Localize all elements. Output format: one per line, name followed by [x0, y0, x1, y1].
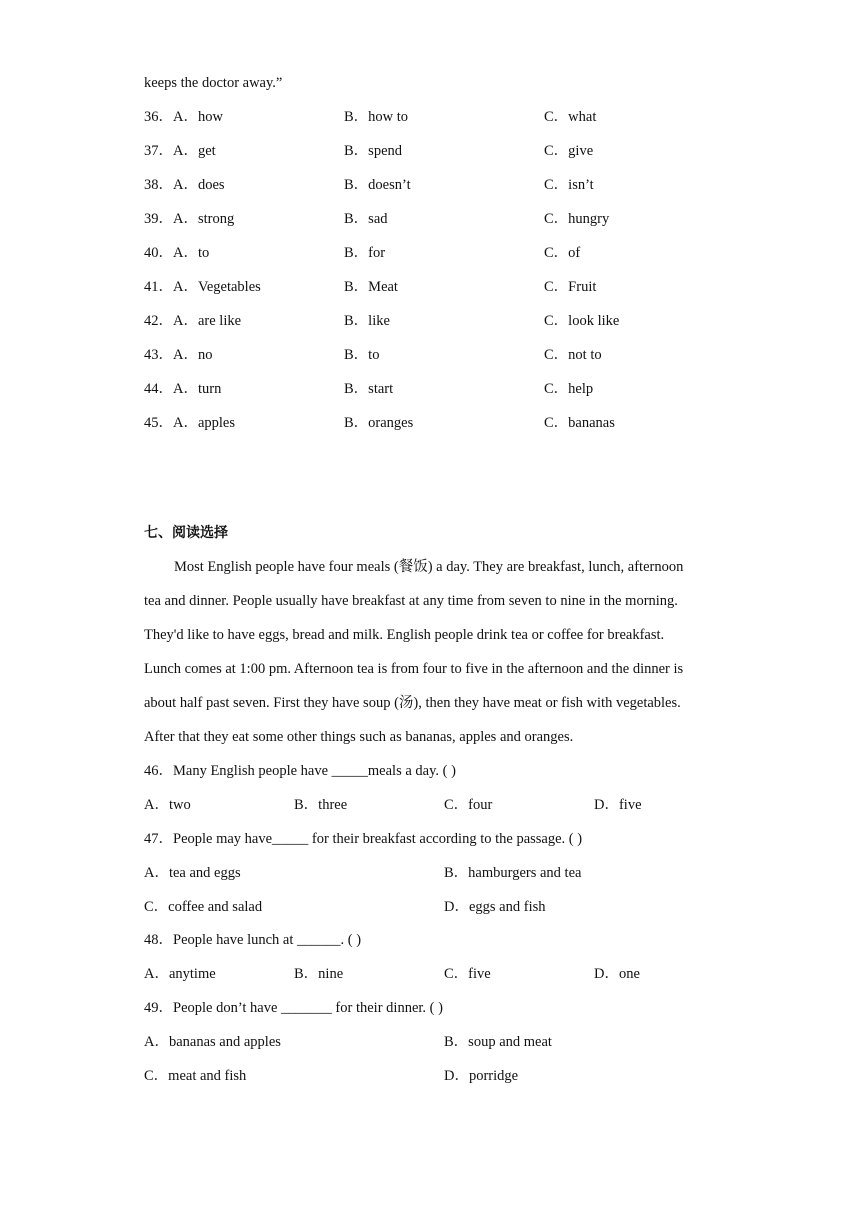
cloze-option-row-45	[144, 413, 744, 433]
cloze-option-row-37	[144, 141, 744, 161]
option-a: 43．A．no	[144, 347, 213, 363]
option-a: 40．A．to	[144, 245, 210, 261]
cloze-option-row-39	[144, 209, 744, 229]
question-47-options-row-1	[144, 863, 744, 883]
option-b: B．how to	[344, 109, 409, 125]
question-number: 45．	[144, 415, 173, 431]
option-d: D．one	[594, 966, 640, 982]
option-c: C．four	[444, 797, 493, 813]
option-c: C．of	[544, 245, 581, 261]
question-number: 37．	[144, 143, 173, 159]
passage-line: Lunch comes at 1:00 pm. Afternoon tea is from four to five in the afternoon and the dinner is	[144, 661, 684, 677]
option-a: A．two	[144, 797, 191, 813]
option-c: C．bananas	[544, 415, 615, 431]
cloze-option-row-41	[144, 277, 744, 297]
cloze-option-row-40	[144, 243, 744, 263]
cloze-option-row-43	[144, 345, 744, 365]
question-number: 36．	[144, 109, 173, 125]
option-c: C．coffee and salad	[144, 899, 263, 915]
section-heading: 七、阅读选择	[144, 525, 228, 541]
option-b: B．doesn’t	[344, 177, 411, 193]
option-c: C．five	[444, 966, 491, 982]
option-b: B．spend	[344, 143, 402, 159]
question-49-options-row-2	[144, 1066, 744, 1086]
question-number: 38．	[144, 177, 173, 193]
option-b: B．Meat	[344, 279, 398, 295]
question-47-stem: 47．People may have_____ for their breakfast according to the passage. ( )	[144, 831, 583, 847]
passage-line: about half past seven. First they have soup (汤), then they have meat or fish with vegetables.	[144, 695, 681, 711]
cloze-option-row-36	[144, 107, 744, 127]
question-number: 39．	[144, 211, 173, 227]
option-c: C．hungry	[544, 211, 610, 227]
passage-line: Most English people have four meals (餐饭) a day. They are breakfast, lunch, afternoon	[174, 559, 684, 575]
question-number: 40．	[144, 245, 173, 261]
question-47-options-row-2	[144, 897, 744, 917]
question-number: 42．	[144, 313, 173, 329]
option-c: C．isn’t	[544, 177, 594, 193]
option-b: B．oranges	[344, 415, 414, 431]
option-a: 37．A．get	[144, 143, 216, 159]
question-46-stem: 46．Many English people have _____meals a day. ( )	[144, 763, 456, 779]
option-a: 41．A．Vegetables	[144, 279, 261, 295]
option-b: B．to	[344, 347, 380, 363]
option-a: 42．A．are like	[144, 313, 242, 329]
cloze-option-row-44	[144, 379, 744, 399]
option-a: A．anytime	[144, 966, 216, 982]
option-c: C．not to	[544, 347, 602, 363]
option-b: B．soup and meat	[444, 1034, 552, 1050]
question-48-options	[144, 964, 744, 984]
option-a: 36．A．how	[144, 109, 223, 125]
option-b: B．three	[294, 797, 348, 813]
option-a: 45．A．apples	[144, 415, 236, 431]
option-a: A．bananas and apples	[144, 1034, 281, 1050]
passage-line: tea and dinner. People usually have breakfast at any time from seven to nine in the morning.	[144, 593, 678, 609]
option-b: B．like	[344, 313, 390, 329]
option-b: B．nine	[294, 966, 344, 982]
question-48-stem: 48．People have lunch at ______. ( )	[144, 932, 362, 948]
passage-tail-line: keeps the doctor away.”	[144, 75, 283, 91]
option-c: C．what	[544, 109, 597, 125]
passage-line: They'd like to have eggs, bread and milk. English people drink tea or coffee for breakfast.	[144, 627, 665, 643]
option-b: B．for	[344, 245, 386, 261]
question-number: 43．	[144, 347, 173, 363]
option-c: C．help	[544, 381, 594, 397]
question-46-options	[144, 795, 744, 815]
option-c: C．look like	[544, 313, 620, 329]
option-a: 39．A．strong	[144, 211, 235, 227]
option-a: 38．A．does	[144, 177, 225, 193]
question-number: 44．	[144, 381, 173, 397]
option-c: C．Fruit	[544, 279, 597, 295]
question-number: 41．	[144, 279, 173, 295]
cloze-option-row-42	[144, 311, 744, 331]
passage-line: After that they eat some other things such as bananas, apples and oranges.	[144, 729, 574, 745]
question-49-options-row-1	[144, 1032, 744, 1052]
option-a: A．tea and eggs	[144, 865, 241, 881]
option-b: B．hamburgers and tea	[444, 865, 582, 881]
option-a: 44．A．turn	[144, 381, 222, 397]
option-c: C．give	[544, 143, 594, 159]
question-49-stem: 49．People don’t have _______ for their dinner. ( )	[144, 1000, 443, 1016]
option-d: D．porridge	[444, 1068, 519, 1084]
option-b: B．start	[344, 381, 394, 397]
option-d: D．five	[594, 797, 642, 813]
option-d: D．eggs and fish	[444, 899, 546, 915]
cloze-option-row-38	[144, 175, 744, 195]
option-c: C．meat and fish	[144, 1068, 247, 1084]
option-b: B．sad	[344, 211, 388, 227]
